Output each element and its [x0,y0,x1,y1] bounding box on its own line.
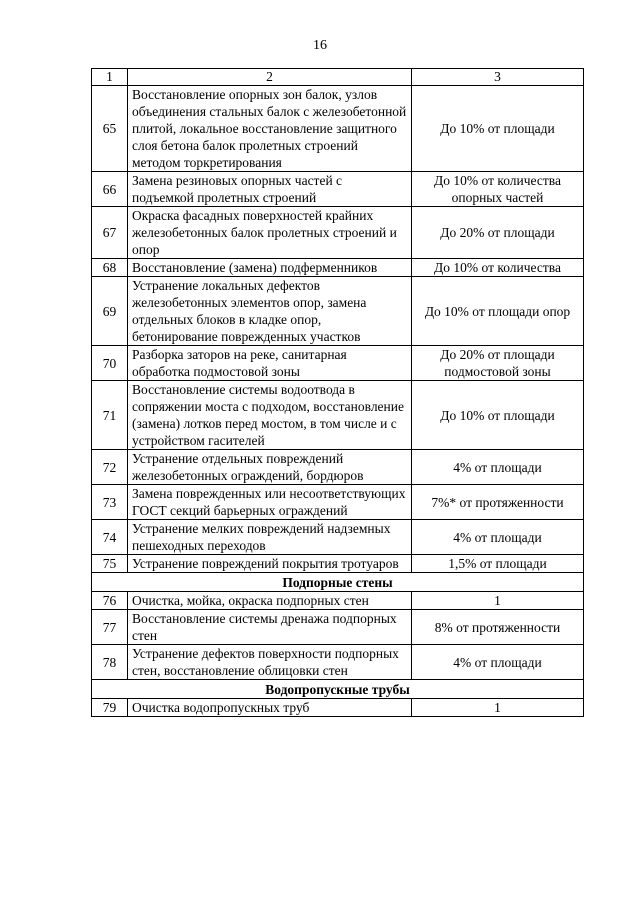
row-description: Устранение отдельных повреждений железобетонных ограждений, бордюров [128,450,412,485]
row-description: Устранение дефектов поверхности подпорных стен, восстановление облицовки стен [128,645,412,680]
row-number: 77 [92,610,128,645]
row-description: Разборка заторов на реке, санитарная обработка подмостовой зоны [128,346,412,381]
row-value: До 10% от площади [412,381,584,450]
row-description: Замена поврежденных или несоответствующих ГОСТ секций барьерных ограждений [128,485,412,520]
row-description: Очистка водопропускных труб [128,699,412,717]
table-row [92,610,584,645]
page-number: 16 [313,38,327,53]
row-description: Восстановление системы дренажа подпорных стен [128,610,412,645]
table-row [92,259,584,277]
table-row [92,172,584,207]
table-row [92,699,584,717]
row-number: 78 [92,645,128,680]
row-number: 79 [92,699,128,717]
table-row [92,485,584,520]
row-value: До 10% от количества опорных частей [412,172,584,207]
row-value: До 20% от площади подмостовой зоны [412,346,584,381]
table-row [92,207,584,259]
row-value: 1,5% от площади [412,555,584,573]
row-value: 1 [412,592,584,610]
table-header-row [92,69,584,86]
section-title: Подпорные стены [92,573,584,592]
table-row [92,592,584,610]
row-number: 73 [92,485,128,520]
row-number: 74 [92,520,128,555]
row-number: 68 [92,259,128,277]
row-value: До 10% от площади опор [412,277,584,346]
row-number: 67 [92,207,128,259]
row-value: 8% от протяженности [412,610,584,645]
table-row [92,277,584,346]
row-value: 4% от площади [412,520,584,555]
table-row [92,381,584,450]
row-value: До 10% от площади [412,86,584,172]
row-value: 1 [412,699,584,717]
column-header-number: 1 [92,69,128,86]
section-header-row [92,573,584,592]
table-row [92,450,584,485]
table-row [92,520,584,555]
row-description: Восстановление опорных зон балок, узлов объединения стальных балок с железобетонной плитой, локальное восстановление защитного слоя бетона балок пролетных строений методом торкретирования [128,86,412,172]
column-header-value: 3 [412,69,584,86]
row-description: Замена резиновых опорных частей с подъемкой пролетных строений [128,172,412,207]
row-number: 72 [92,450,128,485]
row-number: 75 [92,555,128,573]
table-row [92,645,584,680]
row-value: 4% от площади [412,645,584,680]
row-description: Восстановление (замена) подферменников [128,259,412,277]
row-value: 7%* от протяженности [412,485,584,520]
row-number: 71 [92,381,128,450]
section-header-row [92,680,584,699]
row-number: 70 [92,346,128,381]
row-description: Восстановление системы водоотвода в сопряжении моста с подходом, восстановление (замена) лотков перед мостом, в том числе и с устройством гасителей [128,381,412,450]
row-number: 65 [92,86,128,172]
row-description: Устранение локальных дефектов железобетонных элементов опор, замена отдельных блоков в кладке опор, бетонирование поврежденных участков [128,277,412,346]
works-table [91,68,584,717]
row-number: 76 [92,592,128,610]
table-row [92,86,584,172]
table-row [92,346,584,381]
row-value: 4% от площади [412,450,584,485]
row-number: 69 [92,277,128,346]
row-description: Устранение повреждений покрытия тротуаров [128,555,412,573]
section-title: Водопропускные трубы [92,680,584,699]
row-description: Окраска фасадных поверхностей крайних железобетонных балок пролетных строений и опор [128,207,412,259]
row-number: 66 [92,172,128,207]
table-row [92,555,584,573]
row-description: Устранение мелких повреждений надземных пешеходных переходов [128,520,412,555]
row-value: До 20% от площади [412,207,584,259]
row-description: Очистка, мойка, окраска подпорных стен [128,592,412,610]
row-value: До 10% от количества [412,259,584,277]
column-header-description: 2 [128,69,412,86]
